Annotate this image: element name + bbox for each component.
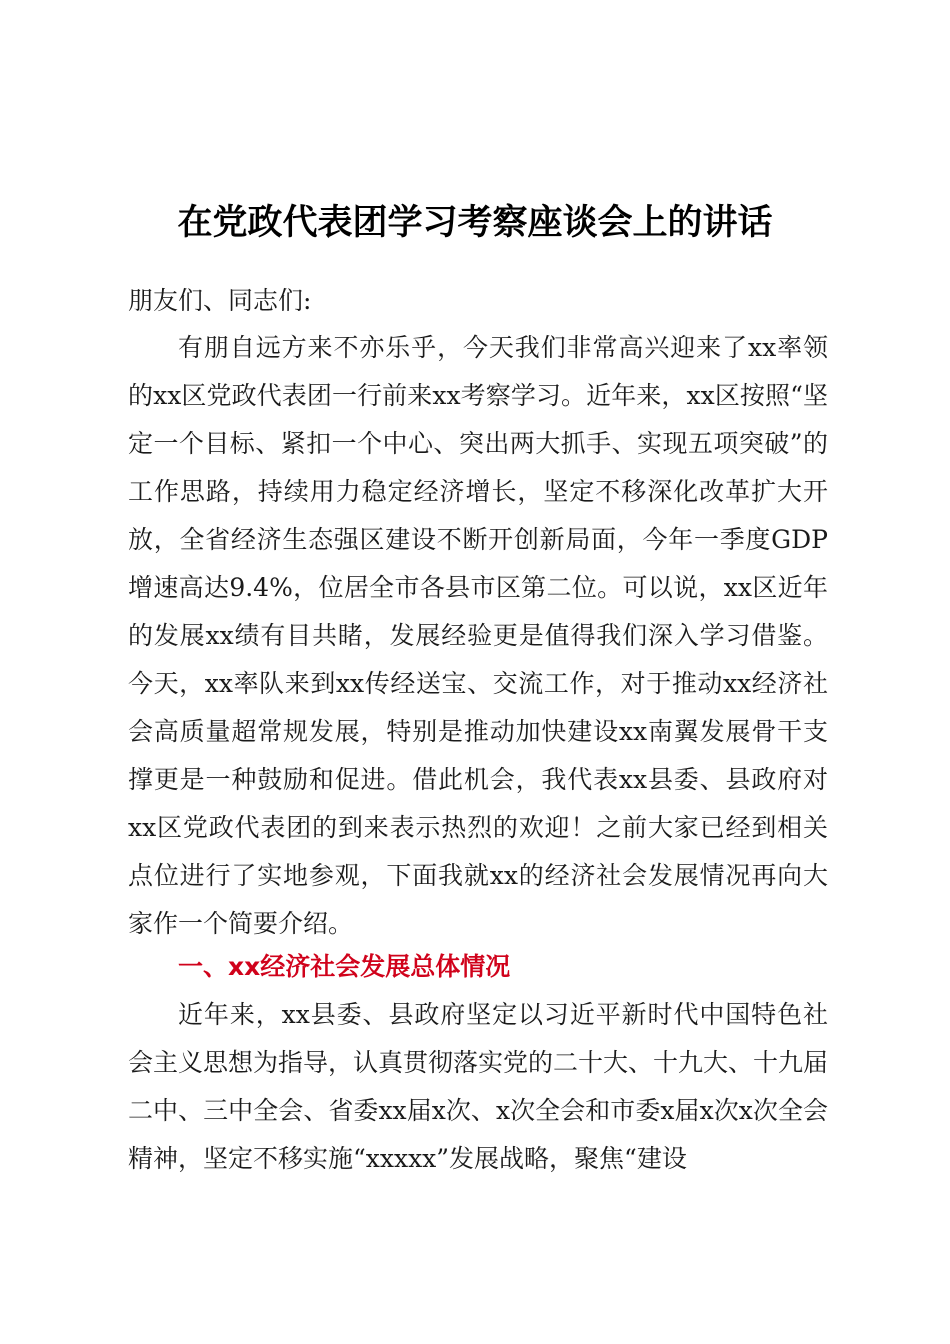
salutation: 朋友们、同志们:	[128, 286, 312, 315]
paragraph-overview: 近年来，xx县委、县政府坚定以习近平新时代中国特色社会主义思想为指导，认真贯彻落实党的二十大、十九大、十九届二中、三中全会、省委xx届x次、x次全会和市委x届x次x次全会精神，坚定不移实施“xxxxx”发展战略，聚焦“建设	[128, 1000, 828, 1173]
paragraph-intro: 有朋自远方来不亦乐乎，今天我们非常高兴迎来了xx率领的xx区党政代表团一行前来xx考察学习。近年来，xx区按照“坚定一个目标、紧扣一个中心、突出两大抓手、实现五项突破”的工作思路，持续用力稳定经济增长，坚定不移深化改革扩大开放，全省经济生态强区建设不断开创新局面，今年一季度GDP增速高达9.4%，位居全市各县市区第二位。可以说，xx区近年的发展xx绩有目共睹，发展经验更是值得我们深入学习借鉴。今天，xx率队来到xx传经送宝、交流工作，对于推动xx经济社会高质量超常规发展，特别是推动加快建设xx南翼发展骨干支撑更是一种鼓励和促进。借此机会，我代表xx县委、县政府对xx区党政代表团的到来表示热烈的欢迎！之前大家已经到相关点位进行了实地参观，下面我就xx的经济社会发展情况再向大家作一个简要介绍。	[128, 333, 828, 938]
document-title: 在党政代表团学习考察座谈会上的讲话	[177, 202, 773, 243]
section-heading: 一、xx经济社会发展总体情况	[178, 952, 511, 981]
